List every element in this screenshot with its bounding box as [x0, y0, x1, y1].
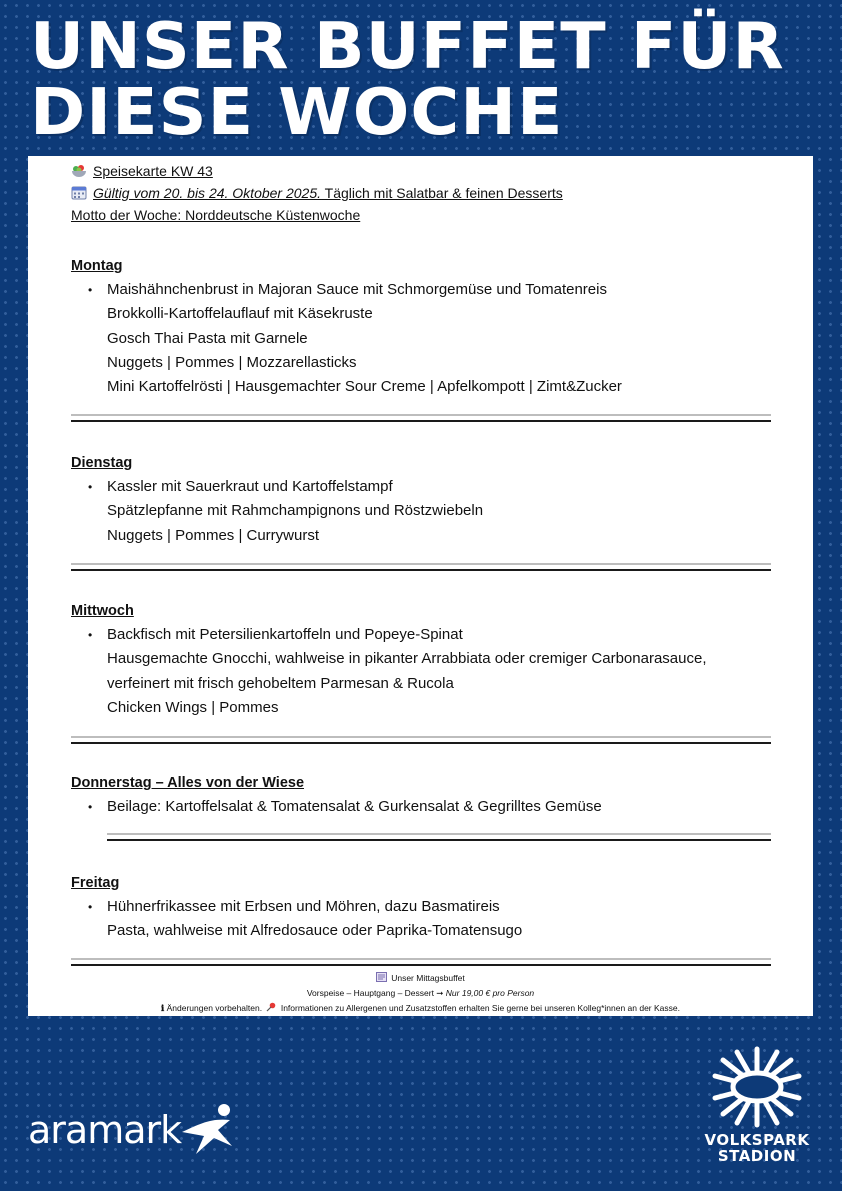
validity-line — [71, 182, 771, 204]
footer-courses: Vorspeise – Hauptgang – Dessert ➞ — [306, 988, 446, 998]
menu-item: • Maishähnchenbrust in Majoran Sauce mit Schmorgemüse und Tomatenreis — [71, 278, 771, 302]
menu-item: • Hühnerfrikassee mit Erbsen und Möhren, dazu Basmatireis — [71, 895, 771, 919]
info-icon: ℹ — [161, 1003, 165, 1013]
menu-item: Hausgemachte Gnocchi, wahlweise in pikanter Arrabbiata oder cremiger Carbonarasauce, — [107, 650, 707, 668]
menu-item: Brokkolli-Kartoffelauflauf mit Käsekruste — [107, 305, 373, 323]
motto-line: Motto der Woche: Norddeutsche Küstenwoche — [71, 207, 361, 223]
footer-price: Nur 19,00 € pro Person — [445, 988, 535, 998]
menu-item: • Beilage: Kartoffelsalat & Tomatensalat & Gurkensalat & Gegrilltes Gemüse — [71, 795, 771, 819]
section-divider — [107, 833, 771, 841]
menu-sheet — [28, 156, 813, 1016]
menu-list-donnerstag — [71, 795, 771, 819]
day-section-donnerstag — [71, 773, 771, 819]
menu-item: Spätzlepfanne mit Rahmchampignons und Röstzwiebeln — [107, 502, 484, 520]
validity-dates: Gültig vom 20. bis 24. Oktober 2025. — [93, 185, 322, 201]
day-section-freitag — [71, 873, 771, 944]
volkspark-line-2: STADION — [717, 1147, 797, 1165]
menu-list-mittwoch — [71, 623, 771, 720]
salad-bowl-icon — [71, 164, 87, 178]
day-title-donnerstag: Donnerstag – Alles von der Wiese — [71, 775, 305, 791]
menu-item: Nuggets | Pommes | Currywurst — [107, 526, 320, 544]
section-divider — [71, 736, 771, 744]
calendar-icon — [71, 186, 87, 200]
volkspark-line-1: VOLKSPARK — [704, 1131, 810, 1149]
validity-note: Täglich mit Salatbar & feinen Desserts — [321, 185, 563, 201]
day-section-mittwoch — [71, 601, 771, 720]
section-divider — [71, 563, 771, 571]
day-title-montag: Montag — [71, 258, 123, 274]
menu-footer — [28, 971, 813, 1016]
menu-title: Speisekarte KW 43 — [93, 163, 213, 179]
headline-line-1: UNSER BUFFET FÜR — [30, 10, 785, 84]
footer-notice-line — [28, 1001, 813, 1016]
day-title-freitag: Freitag — [71, 875, 120, 891]
menu-item: Gosch Thai Pasta mit Garnele — [107, 329, 308, 347]
footer-notice-changes: Änderungen vorbehalten. — [166, 1003, 263, 1013]
section-divider — [71, 414, 771, 422]
footer-buffet-label: Unser Mittagsbuffet — [391, 973, 465, 983]
aramark-wordmark: aramark — [28, 1108, 182, 1152]
aramark-logo — [28, 1108, 181, 1152]
day-section-dienstag — [71, 453, 771, 548]
menu-item: • Kassler mit Sauerkraut und Kartoffelstampf — [71, 475, 771, 499]
menu-item: Nuggets | Pommes | Mozzarellasticks — [107, 353, 357, 371]
menu-card-icon — [376, 972, 387, 982]
footer-buffet-line — [28, 971, 813, 986]
menu-list-montag — [71, 278, 771, 399]
day-title-dienstag: Dienstag — [71, 455, 133, 471]
volkspark-stadion-logo — [696, 1046, 818, 1164]
menu-item: Mini Kartoffelrösti | Hausgemachter Sour Creme | Apfelkompott | Zimt&Zucker — [107, 378, 622, 396]
menu-list-dienstag — [71, 475, 771, 548]
menu-item: • Backfisch mit Petersilienkartoffeln und Popeye-Spinat — [71, 623, 771, 647]
day-section-montag — [71, 256, 771, 399]
stadium-icon — [711, 1046, 803, 1128]
menu-item: Chicken Wings | Pommes — [107, 698, 279, 716]
section-divider — [71, 958, 771, 966]
menu-title-line — [71, 160, 771, 182]
headline-line-2: DIESE WOCHE — [30, 76, 564, 150]
footer-price-line — [28, 986, 813, 1001]
menu-list-freitag — [71, 895, 771, 944]
aramark-star-figure-icon — [174, 1102, 242, 1158]
menu-item: Pasta, wahlweise mit Alfredosauce oder Paprika-Tomatensugo — [107, 922, 523, 940]
menu-content — [71, 160, 771, 940]
footer-notice-allergens: Informationen zu Allergenen und Zusatzstoffen erhalten Sie gerne bei unseren Kolleg*innen an der Kasse. — [280, 1003, 680, 1013]
menu-item: verfeinert mit frisch gehobeltem Parmesan & Rucola — [107, 674, 454, 692]
pushpin-icon — [266, 1002, 276, 1012]
day-title-mittwoch: Mittwoch — [71, 603, 134, 619]
page-headline — [30, 10, 820, 150]
